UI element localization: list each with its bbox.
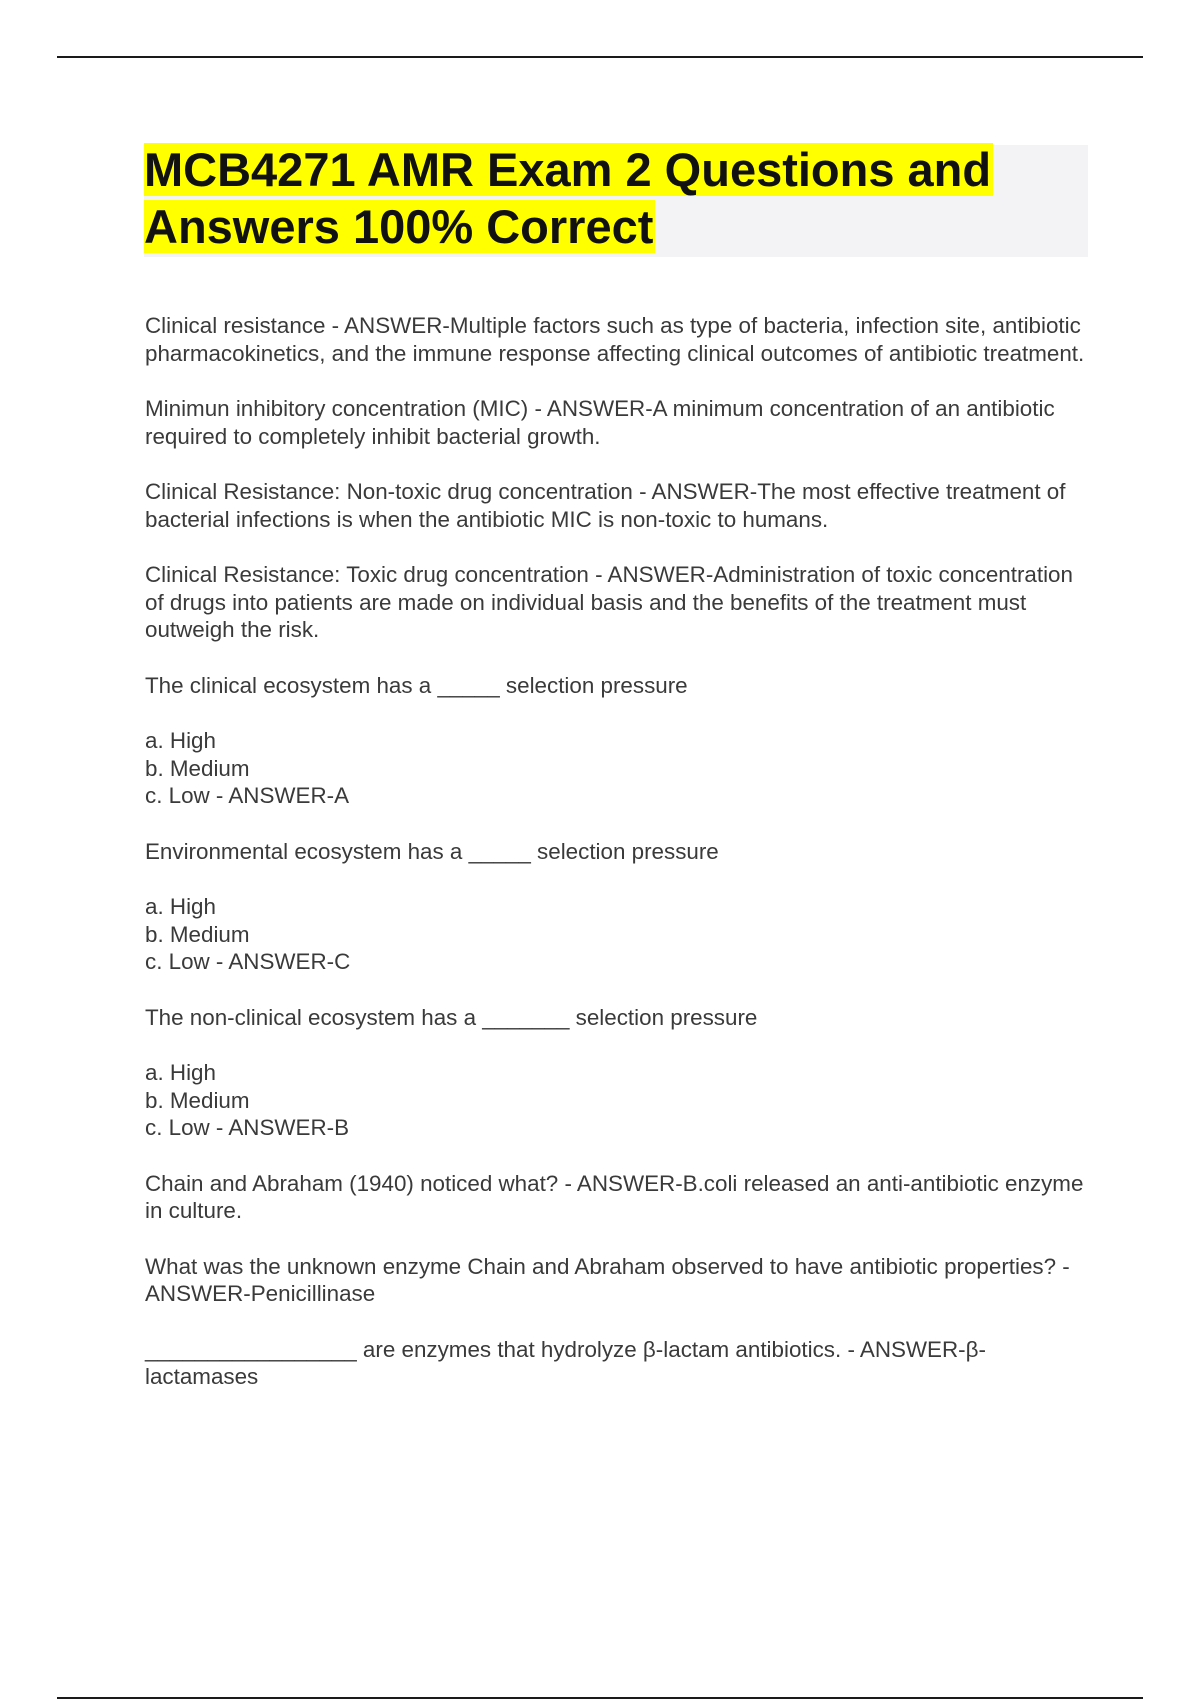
option-item: b. Medium bbox=[145, 755, 250, 781]
answer-options bbox=[145, 727, 1090, 810]
qa-item: _________________ are enzymes that hydrolyze β-lactam antibiotics. - ANSWER-β-lactamases bbox=[145, 1336, 986, 1389]
option-item: b. Medium bbox=[145, 921, 250, 947]
question-text: The clinical ecosystem has a _____ selection pressure bbox=[145, 672, 688, 698]
document-title: MCB4271 AMR Exam 2 Questions and Answers 100% Correct bbox=[144, 143, 992, 253]
qa-item: Clinical resistance - ANSWER-Multiple factors such as type of bacteria, infection site, antibiotic pharmacokinetics, and the immune response affecting clinical outcomes of antibiotic treatment. bbox=[145, 313, 1085, 366]
qa-item: What was the unknown enzyme Chain and Abraham observed to have antibiotic properties? - ANSWER-Penicillinase bbox=[145, 1253, 1070, 1306]
option-item: a. High bbox=[145, 728, 216, 753]
qa-item: Minimun inhibitory concentration (MIC) - ANSWER-A minimum concentration of an antibiotic required to completely inhibit bacterial growth. bbox=[145, 396, 1055, 449]
option-item: a. High bbox=[145, 1060, 216, 1085]
footer-rule bbox=[57, 1697, 1143, 1699]
question-text: The non-clinical ecosystem has a _______ selection pressure bbox=[145, 1004, 758, 1030]
header-rule bbox=[57, 56, 1143, 58]
option-item: c. Low - ANSWER-B bbox=[145, 1115, 350, 1140]
answer-options bbox=[145, 893, 1090, 976]
answer-options bbox=[145, 1059, 1090, 1142]
document-body bbox=[145, 312, 1090, 1419]
option-item: a. High bbox=[145, 894, 216, 919]
option-item: c. Low - ANSWER-C bbox=[145, 949, 351, 974]
option-item: c. Low - ANSWER-A bbox=[145, 783, 350, 808]
question-text: Environmental ecosystem has a _____ selection pressure bbox=[145, 838, 719, 864]
qa-item: Clinical Resistance: Toxic drug concentration - ANSWER-Administration of toxic concentration of drugs into patients are made on individual basis and the benefits of the treatment must outweigh the risk. bbox=[145, 562, 1073, 642]
qa-item: Clinical Resistance: Non-toxic drug concentration - ANSWER-The most effective treatment of bacterial infections is when the antibiotic MIC is non-toxic to humans. bbox=[145, 479, 1066, 532]
option-item: b. Medium bbox=[145, 1087, 250, 1113]
qa-item: Chain and Abraham (1940) noticed what? - ANSWER-B.coli released an anti-antibiotic enzyme in culture. bbox=[145, 1170, 1084, 1223]
